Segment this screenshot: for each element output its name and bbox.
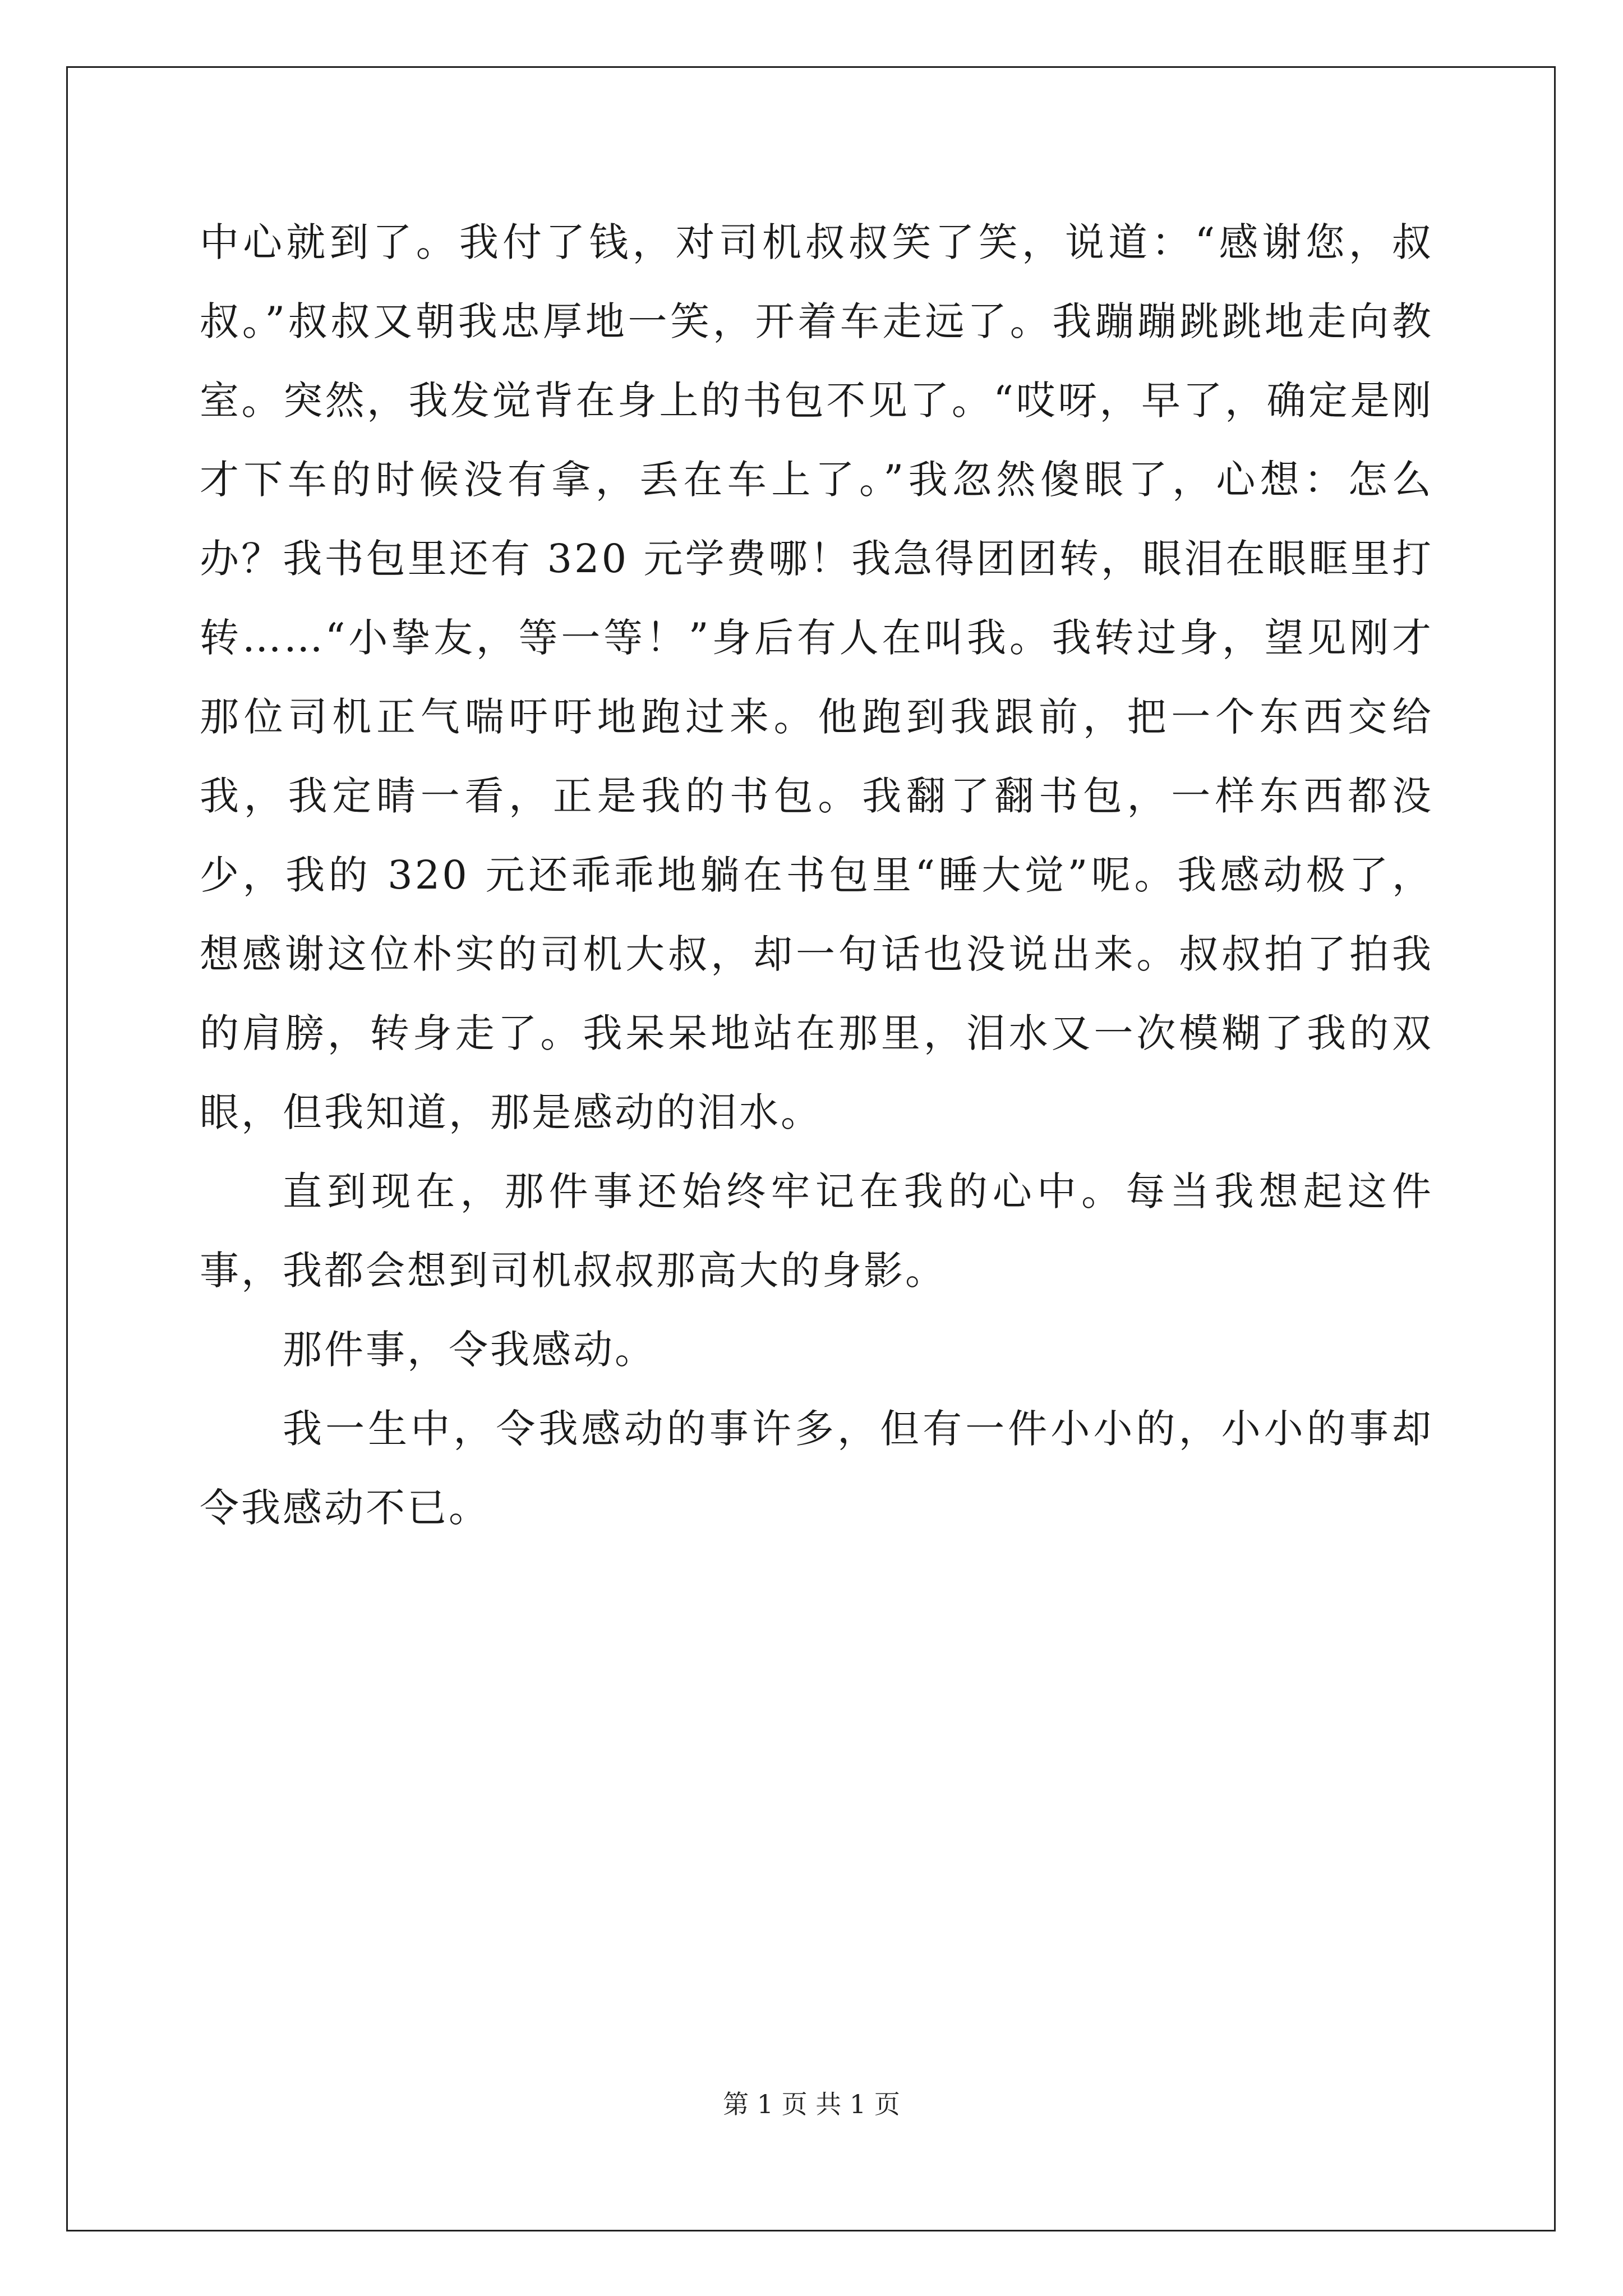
document-body — [200, 203, 1433, 1548]
paragraph-3: 那件事，令我感动。 — [283, 1327, 656, 1373]
page-footer: 第 1 页 共 1 页 — [723, 2089, 900, 2119]
paragraph-2: 直到现在，那件事还始终牢记在我的心中。每当我想起这件事，我都会想到司机叔叔那高大的身影。 — [200, 1168, 1433, 1294]
paragraph-1: 中心就到了。我付了钱，对司机叔叔笑了笑，说道：“感谢您，叔叔。”叔叔又朝我忠厚地一笑，开着车走远了。我蹦蹦跳跳地走向教室。突然，我发觉背在身上的书包不见了。“哎呀，早了，确定是刚才下车的时候没有拿，丢在车上了。”我忽然傻眼了，心想：怎么办？我书包里还有 320 元学费哪！我急得团团转，眼泪在眼眶里打转……“小挚友，等一等！”身后有人在叫我。我转过身，望见刚才那位司机正气喘吁吁地跑过来。他跑到我跟前，把一个东西交给我，我定睛一看，正是我的书包。我翻了翻书包，一样东西都没少，我的 320 元还乖乖地躺在书包里“睡大觉”呢。我感动极了，想感谢这位朴实的司机大叔，却一句话也没说出来。叔叔拍了拍我的肩膀，转身走了。我呆呆地站在那里，泪水又一次模糊了我的双眼，但我知道，那是感动的泪水。 — [200, 219, 1433, 1135]
paragraph-4: 我一生中，令我感动的事许多，但有一件小小的，小小的事却令我感动不已。 — [200, 1406, 1433, 1531]
